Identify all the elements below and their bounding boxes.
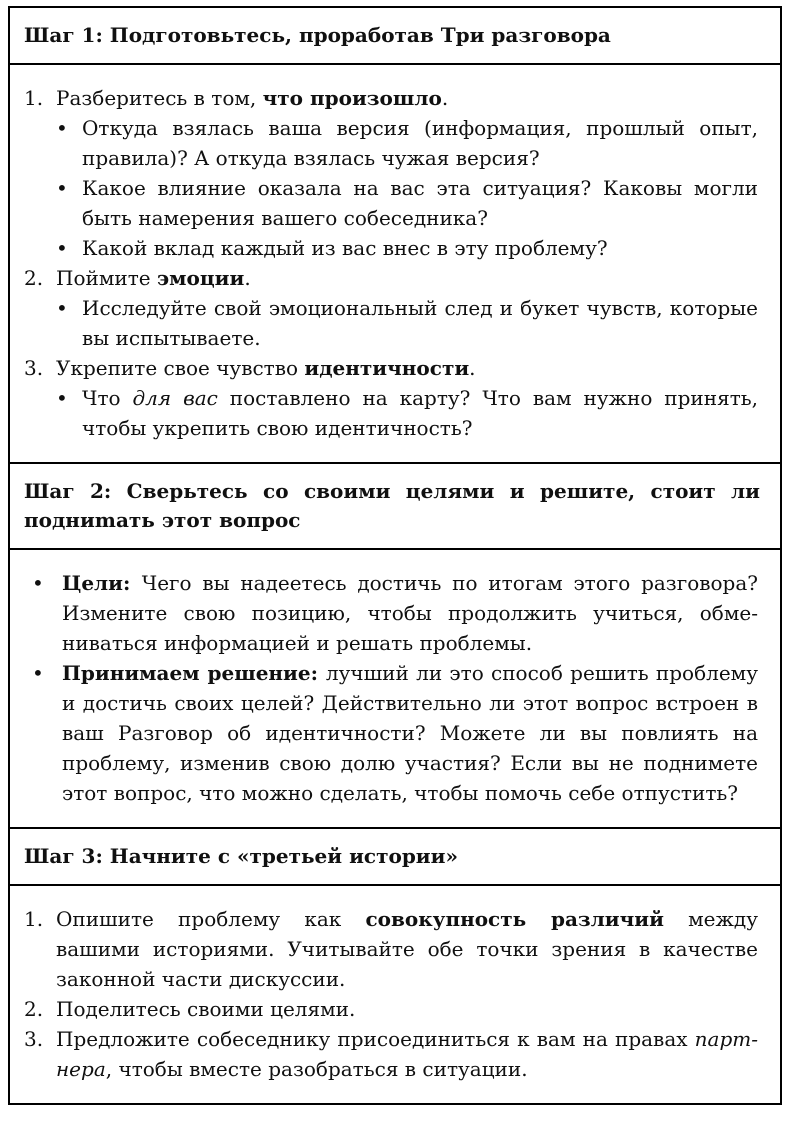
text-run-bold: Цели:	[62, 571, 142, 595]
text-run: .	[244, 266, 251, 290]
step3-body-row	[10, 886, 780, 1103]
step1-title-row	[10, 8, 780, 65]
step2-title-row	[10, 464, 780, 550]
bullet-marker: •	[56, 236, 68, 260]
text-run: .	[469, 356, 476, 380]
list-item-text	[62, 658, 758, 808]
text-run: Поймите	[56, 266, 157, 290]
bullet-marker: •	[56, 296, 68, 320]
book-page	[8, 6, 782, 1105]
section-title-step1: Шаг 1: Подготовьтесь, проработав Три разговора	[24, 23, 611, 47]
list-item-text	[82, 383, 758, 443]
text-run-bold: Принимаем решение:	[62, 661, 326, 685]
list-item-number: 2.	[24, 997, 44, 1021]
text-run: Какой вклад каждый из вас внес в эту проблему?	[82, 236, 608, 260]
text-run-italic: для вас	[132, 386, 218, 410]
list-item	[24, 994, 758, 1024]
list-item	[24, 383, 758, 443]
section-title-step3: Шаг 3: Начните с «третьей истории»	[24, 844, 458, 868]
text-run: Разберитесь в том,	[56, 86, 263, 110]
text-run-italic: партнера	[56, 1027, 758, 1081]
list-item-text	[56, 904, 758, 994]
list-item-number: 2.	[24, 266, 44, 290]
list-item	[24, 293, 758, 353]
list-item	[24, 173, 758, 233]
list-item-text	[82, 113, 758, 173]
bullet-marker: •	[56, 386, 68, 410]
list-item-text	[56, 353, 758, 383]
bullet-marker: •	[32, 571, 44, 595]
text-run: Откуда взялась ваша версия (информация, прошлый опыт, правила)? А откуда взялась чужая версия?	[82, 116, 758, 170]
text-run: поставлено на карту? Что вам нужно принять, чтобы укрепить свою идентичность?	[82, 386, 759, 440]
text-run: Исследуйте свой эмоциональный след и букет чувств, которые вы испытываете.	[82, 296, 758, 350]
text-run-bold: совокупность различий	[365, 907, 664, 931]
step3-title-row	[10, 829, 780, 886]
list-item-number: 1.	[24, 86, 44, 110]
list-item	[24, 113, 758, 173]
text-run-bold: эмоции	[156, 266, 245, 290]
list-item-number: 3.	[24, 356, 44, 380]
text-run: Что	[82, 386, 133, 410]
step2-body-row	[10, 550, 780, 829]
list-item-text	[56, 1024, 758, 1084]
list-item	[24, 658, 758, 808]
list-item-number: 1.	[24, 907, 44, 931]
list-item-text	[56, 263, 758, 293]
list-item	[24, 904, 758, 994]
list-item	[24, 263, 758, 293]
text-run: Опишите проблему как	[56, 907, 366, 931]
bullet-marker: •	[32, 661, 44, 685]
text-run: , чтобы вместе разобраться в ситуации.	[105, 1057, 528, 1081]
text-run: лучший ли это способ решить проблему и достичь своих целей? Действительно ли этот вопрос встроен в ваш Разговор об идентичности? Можете ли вы повлиять на проблему, изменив свою долю участия? Если вы не поднимете этот вопрос, что можно сделать, чтобы помочь себе отпустить?	[62, 661, 759, 805]
list-item	[24, 1024, 758, 1084]
text-run-bold: что произошло	[262, 86, 442, 110]
list-item-text	[62, 568, 758, 658]
text-run: между вашими историями. Учитывайте обе точки зрения в качестве законной части дискуссии.	[56, 907, 758, 991]
text-run: Поделитесь своими целями.	[56, 997, 356, 1021]
list-item-text	[82, 173, 758, 233]
text-run: .	[441, 86, 449, 110]
bullet-marker: •	[56, 116, 68, 140]
step1-body-row	[10, 65, 780, 464]
text-run: Укрепите свое чувство	[56, 356, 305, 380]
list-item-text	[56, 994, 758, 1024]
list-item-text	[82, 293, 758, 353]
text-run-bold: идентичности	[304, 356, 470, 380]
bullet-marker: •	[56, 176, 68, 200]
list-item-text	[82, 233, 758, 263]
text-run: Чего вы надеетесь достичь по итогам этого разговора? Измените свою позицию, чтобы продолжить учиться, обмениваться информацией и решать проблемы.	[62, 571, 758, 655]
section-title-step2: Шаг 2: Сверьтесь со своими целями и решите, стоит ли подниmать этот вопрос	[24, 479, 760, 532]
list-item	[24, 83, 758, 113]
list-item-text	[56, 83, 758, 113]
text-run: Какое влияние оказала на вас эта ситуация? Каковы могли быть намерения вашего собеседника?	[82, 176, 758, 230]
list-item-number: 3.	[24, 1027, 44, 1051]
text-run: Предложите собеседнику присоединиться к вам на правах	[56, 1027, 695, 1051]
list-item	[24, 568, 758, 658]
list-item	[24, 353, 758, 383]
list-item	[24, 233, 758, 263]
